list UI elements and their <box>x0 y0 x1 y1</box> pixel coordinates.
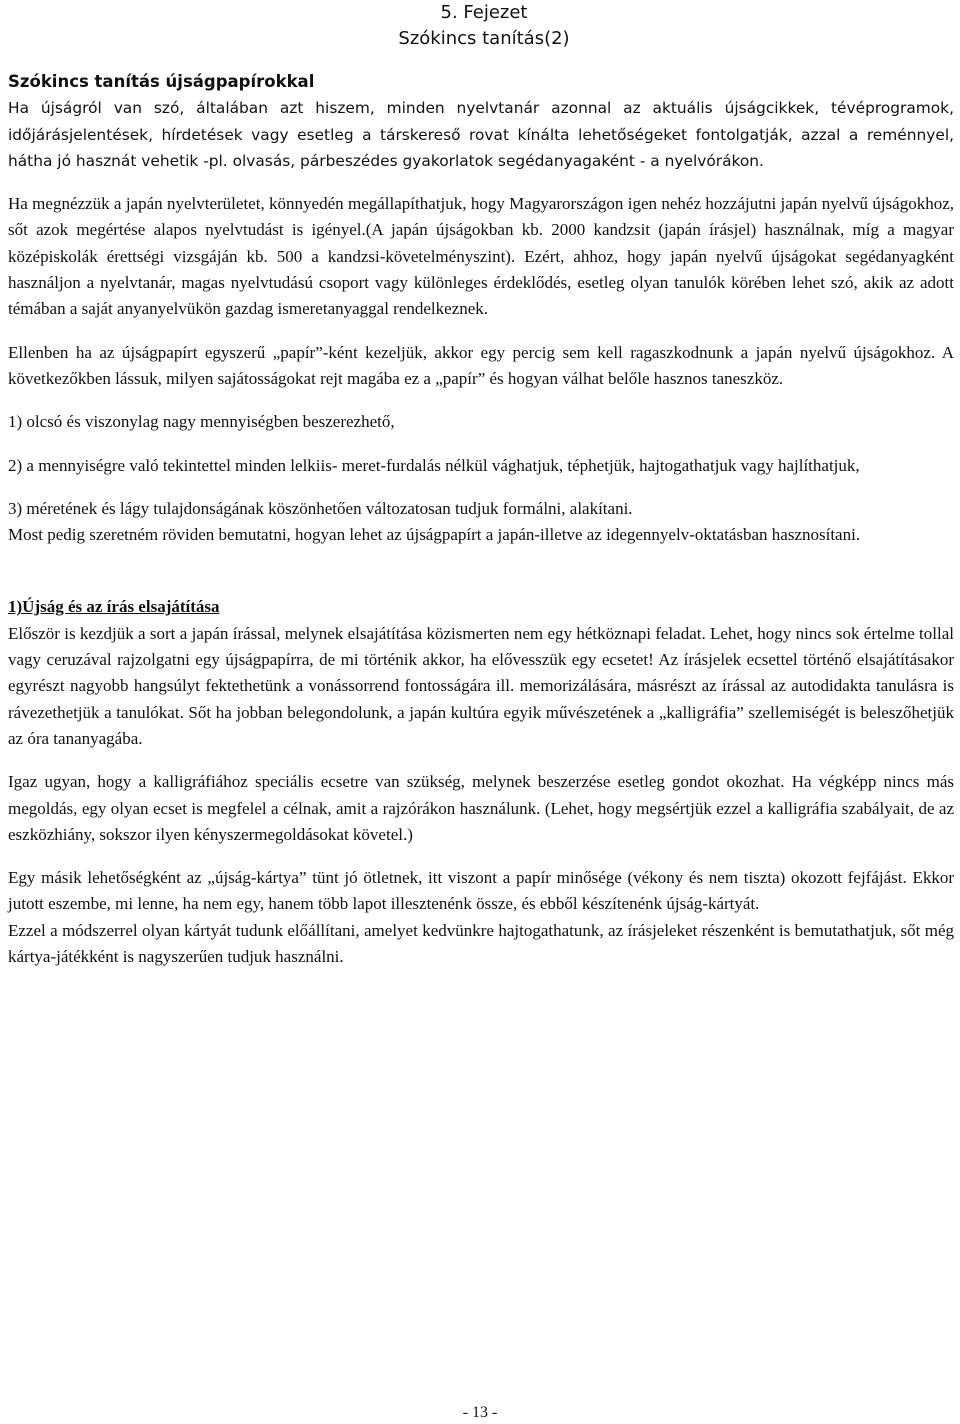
section-paragraph-4: Ezzel a módszerrel olyan kártyát tudunk előállítani, amelyet kedvünkre hajtogathatunk, az írásjeleket részenként is bemutathatjuk, sőt még kártya-játékként is nagyszerűen tudjuk használni. <box>8 920 954 967</box>
paragraph-introduction-usage: Most pedig szeretném röviden bemutatni, hogyan lehet az újságpapírt a japán-illetve az idegennyelv-oktatásban hasznosítani. <box>8 525 861 545</box>
intro-heading: Szókincs tanítás újságpapírokkal <box>8 72 315 91</box>
intro-paragraph: Ha újságról van szó, általában azt hiszem, minden nyelvtanár azonnal az aktuális újságcikkek, tévéprogramok, időjárásjelentések, hírdetések vagy esetleg a társkereső rovat kínálta lehetőségeket fontolgatják, azzal a reménnyel, hátha jó hasznát vehetik -pl. olvasás, párbeszédes gyakorlatok segédanyagaként - a nyelvórákon. <box>8 99 954 170</box>
section-paragraph-1: Először is kezdjük a sort a japán írással, melynek elsajátítása közismerten nem egy hétköznapi feladat. Lehet, hogy nincs sok értelme tollal vagy ceruzával rajzolgatni egy újságpapírra, de mi történik akkor, ha elővesszük egy ecsetet! Az írásjelek ecsettel történő elsajátításakor egyrészt nagyobb hangsúlyt fektethetünk a vonássorrend fontosságára ill. memorizálására, másrészt az írással az autodidakta tanulásra is rávezethetjük a tanulókat. Sőt ha jobban belegondolunk, a japán kultúra egyik művészetének a „kalligráfia” szellemiségét is beleszőhetjük az óra tananyagába. <box>8 623 954 748</box>
list-item-3: 3) méretének és lágy tulajdonságának köszönhetően változatosan tudjuk formálni, alakítani. <box>8 498 633 518</box>
paragraph-japanese-newspapers: Ha megnézzük a japán nyelvterületet, könnyedén megállapíthatjuk, hogy Magyarországon igen nehéz hozzájutni japán nyelvű újságokhoz, sőt azok megértése alapos nyelvtudást is igényel.(A japán újságokban kb. 2000 kandzsit (japán írásjel) használnak, míg a magyar középiskolák érettségi vizsgáján kb. 500 a kandzsi-követelményszint). Ezért, ahhoz, hogy japán nyelvű újságokat segédanyagként használjon a nyelvtanár, magas nyelvtudású csoport vagy különleges érdeklődés, esetleg olyan tanulók körében lehet szó, akik az adott témában a saját anyanyelvükön gazdag ismeretanyaggal rendelkeznek. <box>8 194 954 319</box>
section-title: 1)Újság és az írás elsajátítása <box>8 597 220 617</box>
section-paragraph-3: Egy másik lehetőségként az „újság-kártya” tünt jó ötletnek, itt viszont a papír minősége (vékony és nem tiszta) okozott fejfájást. Ekkor jutott eszembe, mi lenne, ha nem egy, hanem több lapot illesztenénk össze, és ebből készítenénk újság-kártyát. <box>8 868 954 914</box>
section-paragraph-2: Igaz ugyan, hogy a kalligráfiához speciális ecsetre van szükség, melynek beszerzése esetleg gondot okozhat. Ha végképp nincs más megoldás, egy olyan ecset is megfelel a célnak, amit a rajzórákon használunk. (Lehet, hogy megsértjük ezzel a kalligráfia szabályait, de az eszközhiány, sokszor ilyen kényszermegoldásokat követel.) <box>8 772 954 844</box>
chapter-number: 5. Fejezet <box>440 2 528 23</box>
page-number: - 13 - <box>462 1404 498 1421</box>
chapter-title: Szókincs tanítás(2) <box>398 28 570 49</box>
list-item-2: 2) a mennyiségre való tekintettel minden lelkiis- meret-furdalás nélkül vághatjuk, téphetjük, hajtogathatjuk vagy hajlíthatjuk, <box>8 455 860 475</box>
document-page <box>8 0 954 970</box>
list-item-1: 1) olcsó és viszonylag nagy mennyiségben beszerezhető, <box>8 412 395 432</box>
chapter-header <box>14 0 954 52</box>
paragraph-paper-as-material: Ellenben ha az újságpapírt egyszerű „papír”-ként kezeljük, akkor egy percig sem kell ragaszkodnunk a japán nyelvű újságokhoz. A következőkben lássuk, milyen sajátosságokat rejt magába ez a „papír” és hogyan válhat belőle hasznos taneszköz. <box>8 342 954 388</box>
